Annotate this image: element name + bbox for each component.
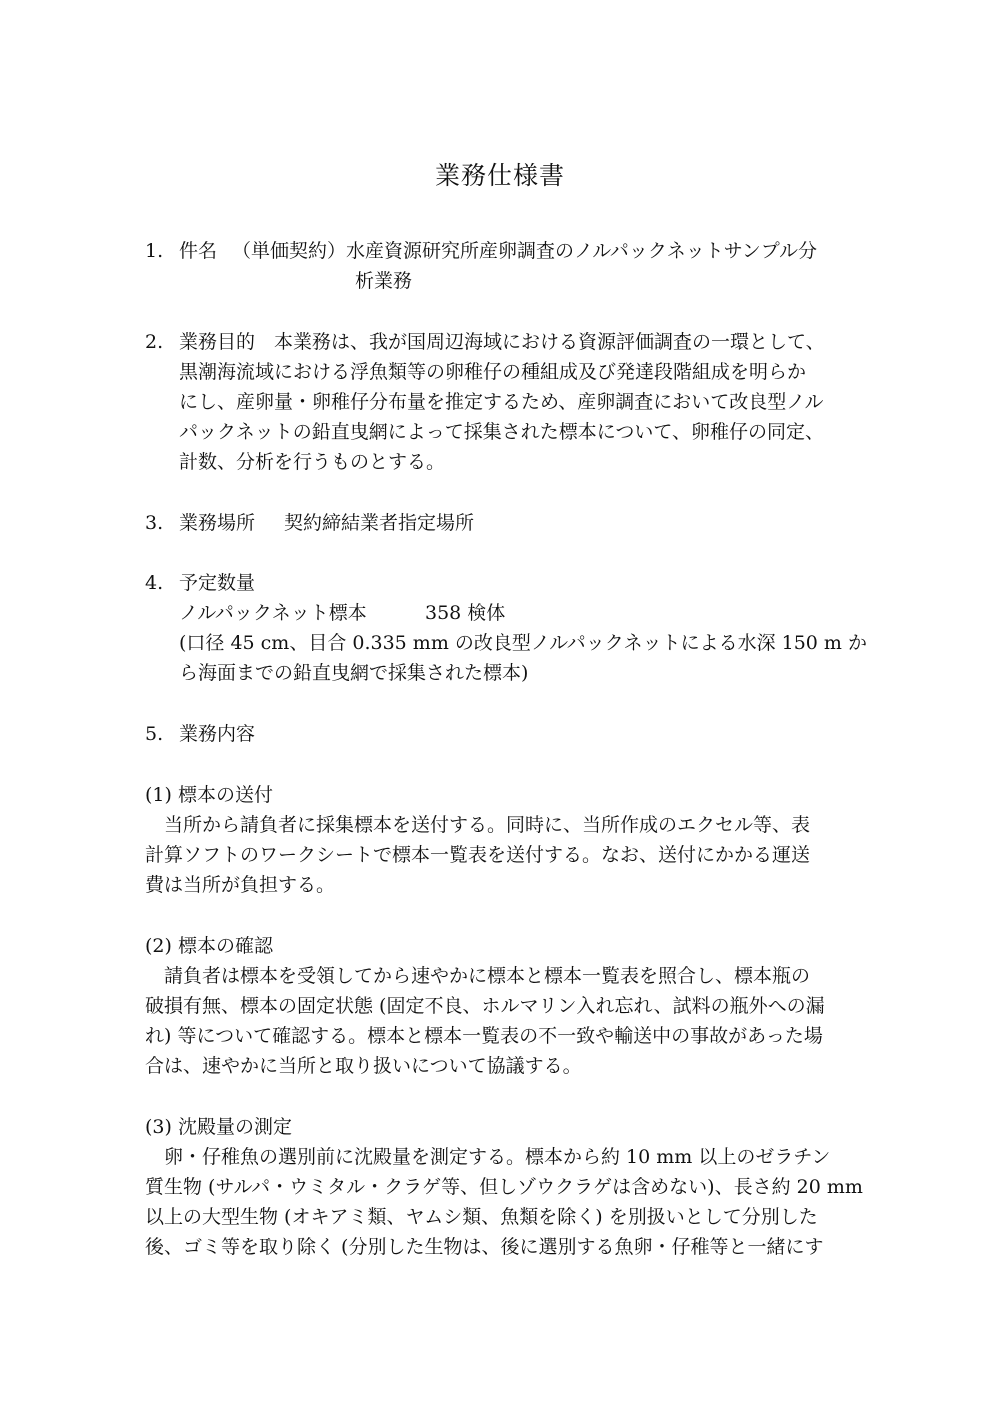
sub-2-line: 破損有無、標本の固定状態 (固定不良、ホルマリン入れ忘れ、試料の瓶外への漏 — [145, 995, 825, 1017]
section-4-note-line: ら海面までの鉛直曳網で採集された標本) — [179, 662, 529, 684]
sub-1-heading: (1) 標本の送付 — [145, 784, 273, 806]
section-1-value-line1: （単価契約）水産資源研究所産卵調査のノルパックネットサンプル分 — [232, 240, 818, 262]
section-1-number: 1. — [145, 240, 164, 262]
section-4-item-label: ノルパックネット標本 — [179, 602, 367, 624]
section-3-number: 3. — [145, 512, 164, 534]
section-5-heading: 業務内容 — [179, 723, 256, 745]
section-2-line: にし、産卵量・卵稚仔分布量を推定するため、産卵調査において改良型ノル — [179, 391, 824, 413]
section-4-item-value: 358 検体 — [425, 602, 506, 624]
sub-3-line: 質生物 (サルパ・ウミタル・クラゲ等、但しゾウクラゲは含めない)、長さ約 20 mm — [145, 1176, 863, 1198]
section-4-heading: 予定数量 — [179, 572, 256, 594]
document-title: 業務仕様書 — [434, 161, 565, 190]
sub-3-line: 後、ゴミ等を取り除く (分別した生物は、後に選別する魚卵・仔稚等と一緒にす — [145, 1236, 824, 1258]
section-1-value-line2: 析業務 — [355, 270, 413, 292]
sub-3-line: 以上の大型生物 (オキアミ類、ヤムシ類、魚類を除く) を別扱いとして分別した — [145, 1206, 818, 1228]
section-2-number: 2. — [145, 331, 164, 353]
section-3-heading: 業務場所 — [179, 512, 256, 534]
sub-3-heading: (3) 沈殿量の測定 — [145, 1116, 292, 1138]
sub-2-line: れ) 等について確認する。標本と標本一覧表の不一致や輸送中の事故があった場 — [145, 1025, 823, 1047]
section-1-heading: 件名 — [179, 240, 218, 262]
section-2-line: パックネットの鉛直曳網によって採集された標本について、卵稚仔の同定、 — [179, 421, 825, 443]
section-5-number: 5. — [145, 723, 164, 745]
section-2-line: 黒潮海流域における浮魚類等の卵稚仔の種組成及び発達段階組成を明らか — [179, 361, 807, 383]
section-3-value: 契約締結業者指定場所 — [284, 512, 475, 534]
sub-3-line: 卵・仔稚魚の選別前に沈殿量を測定する。標本から約 10 mm 以上のゼラチン — [145, 1146, 831, 1168]
section-4-number: 4. — [145, 572, 164, 594]
sub-2-line: 合は、速やかに当所と取り扱いについて協議する。 — [145, 1055, 582, 1077]
sub-1-line: 費は当所が負担する。 — [145, 874, 336, 896]
section-2-line: 業務目的 本業務は、我が国周辺海域における資源評価調査の一環として、 — [179, 331, 825, 353]
sub-2-line: 請負者は標本を受領してから速やかに標本と標本一覧表を照合し、標本瓶の — [145, 965, 811, 987]
sub-1-line: 当所から請負者に採集標本を送付する。同時に、当所作成のエクセル等、表 — [145, 814, 811, 836]
section-2-line: 計数、分析を行うものとする。 — [179, 451, 446, 473]
sub-1-line: 計算ソフトのワークシートで標本一覧表を送付する。なお、送付にかかる運送 — [145, 844, 811, 866]
sub-2-heading: (2) 標本の確認 — [145, 935, 273, 957]
section-4-note-line: (口径 45 cm、目合 0.335 mm の改良型ノルパックネットによる水深 150 m か — [179, 632, 867, 654]
